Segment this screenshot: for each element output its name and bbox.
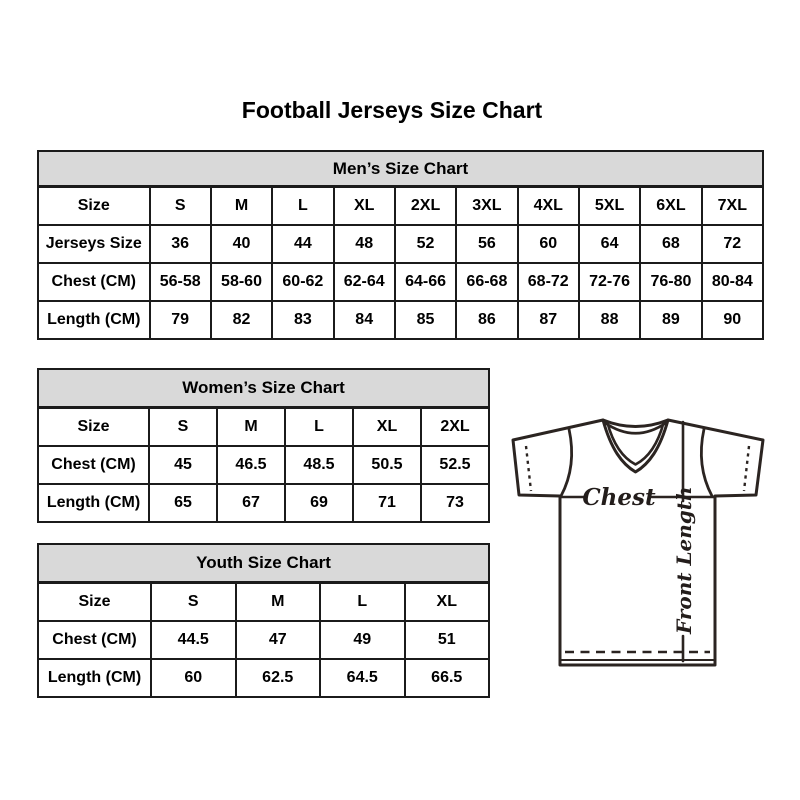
right-cuff-dashed-line [744, 446, 749, 491]
table-row [38, 301, 763, 339]
row-label: Jerseys Size [38, 225, 150, 263]
table-title: Youth Size Chart [38, 544, 489, 583]
table-cell: 40 [211, 225, 272, 263]
table-cell: 6XL [640, 187, 701, 226]
front-length-label: Front Length [672, 486, 696, 634]
table-cell: 64-66 [395, 263, 456, 301]
youth-size-table [37, 543, 490, 698]
row-label: Length (CM) [38, 301, 150, 339]
table-cell: 52 [395, 225, 456, 263]
row-label: Size [38, 583, 151, 622]
table-cell: 66-68 [456, 263, 517, 301]
table-cell: 2XL [421, 408, 489, 447]
jersey-measurement-diagram [505, 398, 770, 688]
table-cell: S [149, 408, 217, 447]
row-label: Size [38, 187, 150, 226]
table-cell: 85 [395, 301, 456, 339]
table-cell: 76-80 [640, 263, 701, 301]
table-cell: 49 [320, 621, 405, 659]
table-cell: 69 [285, 484, 353, 522]
table-row [38, 446, 489, 484]
table-cell: 89 [640, 301, 701, 339]
table-row [38, 659, 489, 697]
table-cell: 45 [149, 446, 217, 484]
jersey-diagram-svg [505, 398, 770, 688]
right-armhole-seam [701, 429, 712, 496]
table-cell: 62.5 [236, 659, 321, 697]
table-cell: 79 [150, 301, 211, 339]
table-cell: M [211, 187, 272, 226]
table-cell: 62-64 [334, 263, 395, 301]
table-cell: 60 [151, 659, 236, 697]
table-cell: L [272, 187, 333, 226]
table-cell: 73 [421, 484, 489, 522]
row-label: Size [38, 408, 149, 447]
table-cell: M [236, 583, 321, 622]
table-title: Women’s Size Chart [38, 369, 489, 408]
table-row [38, 484, 489, 522]
table-cell: 68-72 [518, 263, 579, 301]
table-cell: 66.5 [405, 659, 490, 697]
table-cell: 72 [702, 225, 763, 263]
table-cell: L [285, 408, 353, 447]
table-cell: 87 [518, 301, 579, 339]
row-label: Chest (CM) [38, 621, 151, 659]
table-cell: 82 [211, 301, 272, 339]
table-cell: 58-60 [211, 263, 272, 301]
left-cuff-dashed-line [526, 446, 531, 491]
table-cell: S [151, 583, 236, 622]
table-row [38, 225, 763, 263]
table-cell: 48 [334, 225, 395, 263]
table-title: Men’s Size Chart [38, 151, 763, 187]
table-cell: 88 [579, 301, 640, 339]
page-title: Football Jerseys Size Chart [241, 97, 543, 123]
table-cell: 47 [236, 621, 321, 659]
table-cell: XL [353, 408, 421, 447]
table-row [38, 187, 763, 226]
table-row [38, 583, 489, 622]
table-cell: 68 [640, 225, 701, 263]
table-cell: 56 [456, 225, 517, 263]
table-cell: 83 [272, 301, 333, 339]
table-cell: 44 [272, 225, 333, 263]
table-cell: 67 [217, 484, 285, 522]
table-cell: 64 [579, 225, 640, 263]
row-label: Length (CM) [38, 659, 151, 697]
table-cell: 44.5 [151, 621, 236, 659]
table-cell: XL [334, 187, 395, 226]
table-header-row [38, 151, 763, 187]
table-cell: 84 [334, 301, 395, 339]
table-cell: 72-76 [579, 263, 640, 301]
table-cell: 52.5 [421, 446, 489, 484]
table-cell: 60-62 [272, 263, 333, 301]
mens-size-table [37, 150, 764, 340]
table-cell: 90 [702, 301, 763, 339]
table-cell: 46.5 [217, 446, 285, 484]
table-cell: 4XL [518, 187, 579, 226]
table-cell: 65 [149, 484, 217, 522]
table-cell: 56-58 [150, 263, 211, 301]
row-label: Chest (CM) [38, 263, 150, 301]
table-cell: 80-84 [702, 263, 763, 301]
table-cell: XL [405, 583, 490, 622]
table-cell: 60 [518, 225, 579, 263]
table-row [38, 621, 489, 659]
table-cell: 50.5 [353, 446, 421, 484]
table-row [38, 263, 763, 301]
chest-label: Chest [582, 484, 656, 511]
table-cell: S [150, 187, 211, 226]
table-header-row [38, 369, 489, 408]
table-cell: 7XL [702, 187, 763, 226]
table-cell: 36 [150, 225, 211, 263]
row-label: Chest (CM) [38, 446, 149, 484]
table-cell: 48.5 [285, 446, 353, 484]
jersey-outline [513, 420, 763, 665]
table-cell: 5XL [579, 187, 640, 226]
womens-size-table [37, 368, 490, 523]
row-label: Length (CM) [38, 484, 149, 522]
table-cell: 2XL [395, 187, 456, 226]
table-header-row [38, 544, 489, 583]
table-cell: M [217, 408, 285, 447]
table-cell: 51 [405, 621, 490, 659]
table-cell: L [320, 583, 405, 622]
table-cell: 64.5 [320, 659, 405, 697]
table-cell: 86 [456, 301, 517, 339]
table-cell: 3XL [456, 187, 517, 226]
table-row [38, 408, 489, 447]
left-armhole-seam [561, 429, 572, 496]
table-cell: 71 [353, 484, 421, 522]
